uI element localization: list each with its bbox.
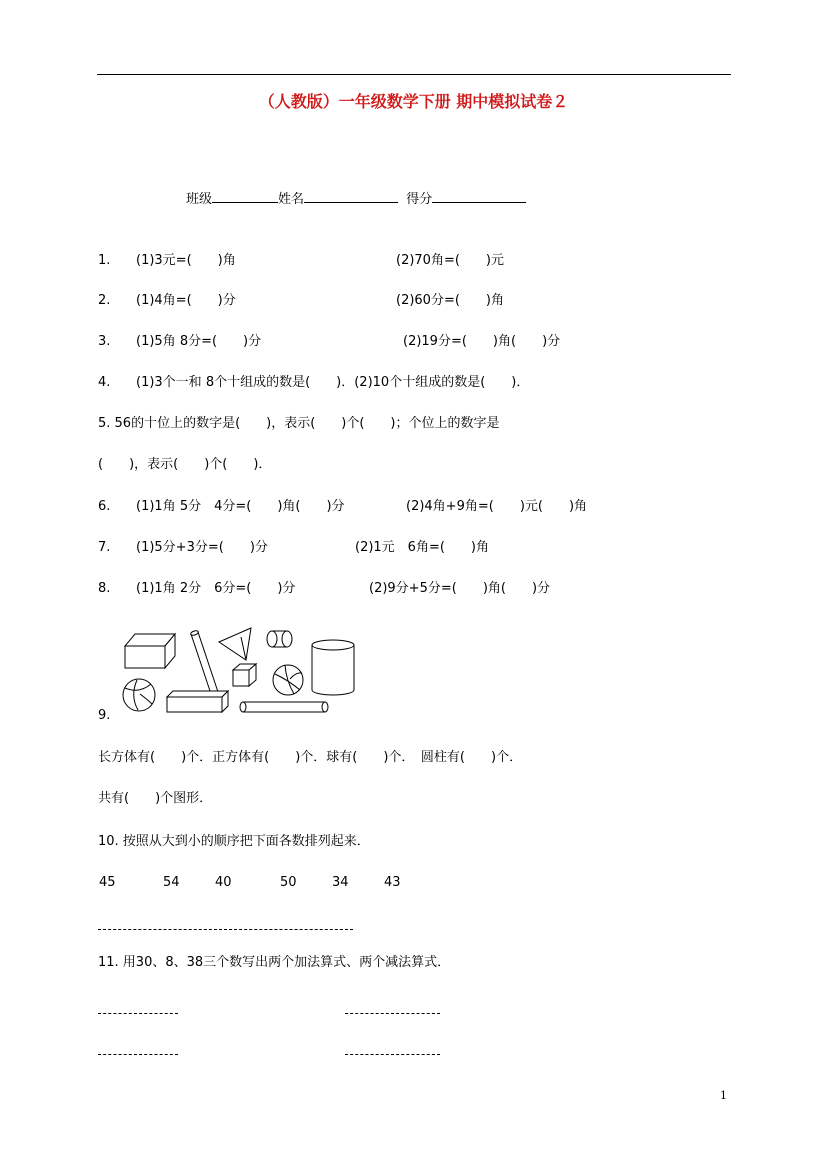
- page-number: 1: [720, 1089, 727, 1102]
- name-blank[interactable]: [304, 189, 398, 203]
- question-part-a: (1)3个一和 8个十组成的数是( )．(2)10个十组成的数是( )．: [136, 375, 530, 390]
- sphere-shape-right: [273, 665, 303, 695]
- question-part-a: (1)3元=( )角: [136, 253, 236, 268]
- cuboid-shape-large: [125, 634, 175, 668]
- name-label: 姓名: [278, 192, 305, 207]
- question-4: 4. (1)3个一和 8个十组成的数是( )．(2)10个十组成的数是( )．: [98, 375, 530, 390]
- cylinder-shape-large: [312, 640, 354, 695]
- cylinder-shape-small: [267, 631, 292, 647]
- score-label: 得分: [406, 192, 433, 207]
- question-3: 3. (1)5角 8分=( )分: [98, 334, 262, 349]
- cuboid-shape-flat: [167, 691, 228, 712]
- question-10-number-3: 40: [215, 875, 232, 890]
- subtraction-answer-line-1[interactable]: [345, 1013, 440, 1015]
- sphere-shape-left: [123, 679, 155, 711]
- question-5-line-1: 5. 56的十位上的数字是( )，表示( )个( )；个位上的数字是: [98, 416, 500, 431]
- question-5-line-2: ( )，表示( )个( )．: [98, 457, 272, 472]
- question-2-part-b: (2)60分=( )角: [396, 293, 504, 308]
- page-title: （人教版）一年级数学下册 期中模拟试卷２: [258, 92, 569, 111]
- question-part-a: (1)1角 5分 4分=( )角( )分: [136, 499, 345, 514]
- subtraction-answer-line-2[interactable]: [345, 1054, 440, 1056]
- class-label: 班级: [186, 192, 213, 207]
- question-3-part-b: (2)19分=( )角( )分: [403, 334, 561, 349]
- question-8: 8. (1)1角 2分 6分=( )分: [98, 581, 296, 596]
- header-rule: [97, 74, 731, 75]
- question-11: 11. 用30、8、38三个数写出两个加法算式、两个减法算式．: [98, 955, 451, 970]
- geometric-shapes-figure: [118, 624, 363, 720]
- question-7-part-b: (2)1元 6角=( )角: [355, 540, 489, 555]
- question-10-number-1: 45: [99, 875, 116, 890]
- question-6: 6. (1)1角 5分 4分=( )角( )分: [98, 499, 345, 514]
- question-10-number-2: 54: [163, 875, 180, 890]
- question-10-number-4: 50: [280, 875, 297, 890]
- question-part-a: (1)5分+3分=( )分: [136, 540, 268, 555]
- question-8-part-b: (2)9分+5分=( )角( )分: [369, 581, 551, 596]
- question-10-number-5: 34: [332, 875, 349, 890]
- question-1: 1. (1)3元=( )角: [98, 253, 236, 268]
- question-6-part-b: (2)4角+9角=( )元( )角: [406, 499, 588, 514]
- addition-answer-line-1[interactable]: [98, 1013, 178, 1015]
- question-9-line-1: 长方体有( )个．正方体有( )个．球有( )个． 圆柱有( )个．: [98, 750, 523, 765]
- question-1-part-b: (2)70角=( )元: [396, 253, 504, 268]
- question-part-a: (1)4角=( )分: [136, 293, 236, 308]
- question-9-line-2: 共有( )个图形．: [98, 791, 213, 806]
- cube-shape-small: [233, 664, 256, 686]
- question-part-a: (1)5角 8分=( )分: [136, 334, 262, 349]
- question-9-number: 9.: [98, 708, 111, 723]
- student-info-row: [186, 189, 526, 208]
- question-10-answer-line[interactable]: [98, 929, 353, 931]
- question-2: 2. (1)4角=( )分: [98, 293, 236, 308]
- question-7: 7. (1)5分+3分=( )分: [98, 540, 268, 555]
- class-blank[interactable]: [212, 189, 278, 203]
- question-10-number-6: 43: [384, 875, 401, 890]
- question-10: 10. 按照从大到小的顺序把下面各数排列起来．: [98, 834, 370, 849]
- triangle-shape: [219, 628, 251, 660]
- score-blank[interactable]: [432, 189, 526, 203]
- question-part-a: (1)1角 2分 6分=( )分: [136, 581, 296, 596]
- addition-answer-line-2[interactable]: [98, 1054, 178, 1056]
- cylinder-rod-horizontal: [240, 702, 328, 712]
